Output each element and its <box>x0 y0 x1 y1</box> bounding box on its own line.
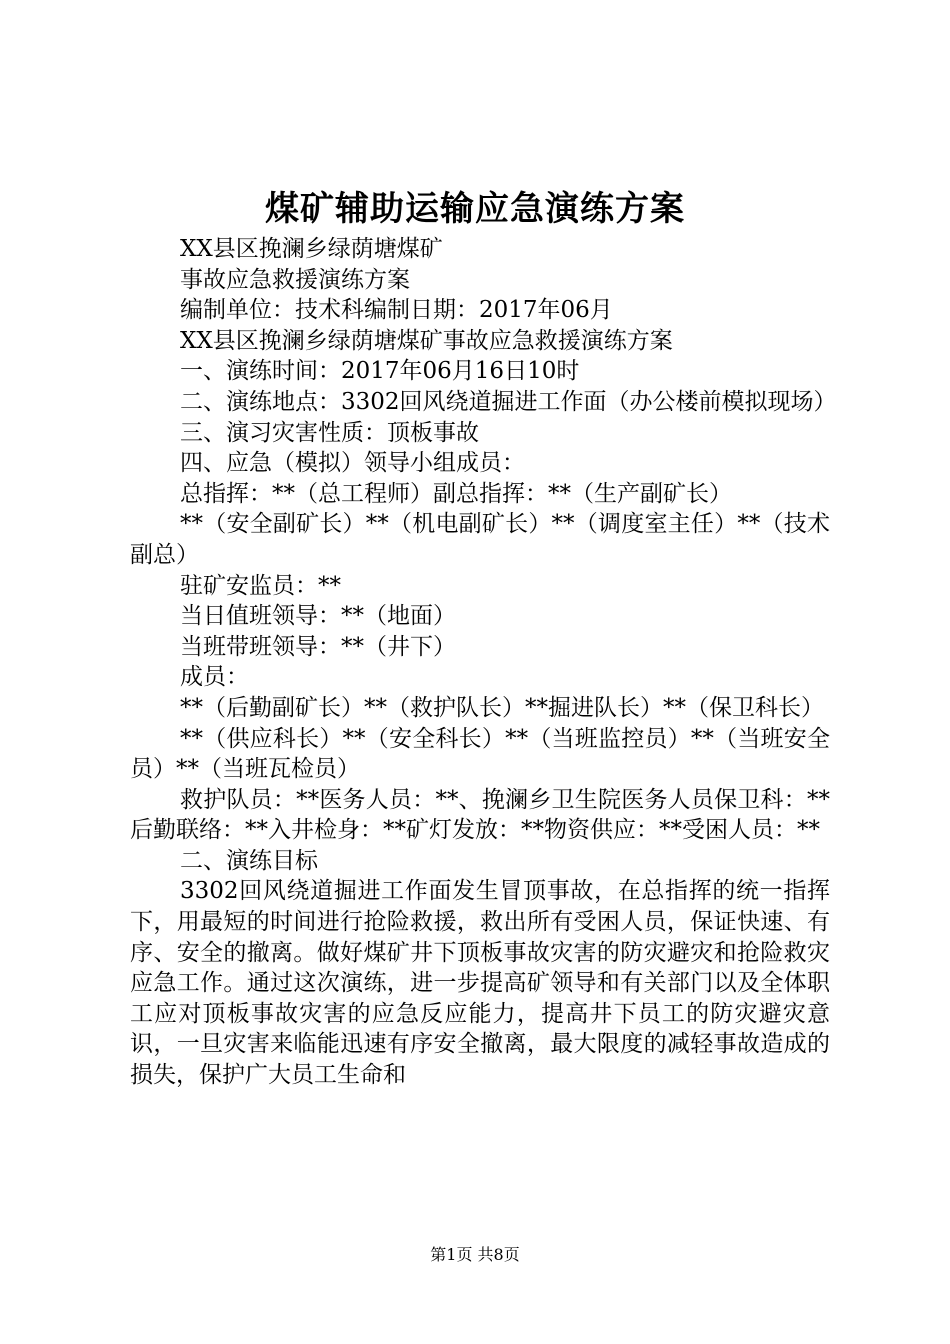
paragraph: 编制单位：技术科编制日期：2017年06月 <box>180 297 613 324</box>
paragraph: 二、演练目标 <box>180 847 318 874</box>
paragraph: **（安全副矿长）**（机电副矿长）**（调度室主任）**（技术副总） <box>130 511 830 568</box>
paragraph: 一、演练时间：2017年06月16日10时 <box>180 358 580 385</box>
paragraph: XX县区挽澜乡绿荫塘煤矿 <box>180 236 443 262</box>
paragraph: 救护队员：**医务人员：**、挽澜乡卫生院医务人员保卫科：**后勤联络：**入井检身：**矿灯发放：**物资供应：**受困人员：** <box>130 786 830 844</box>
paragraph: 总指挥：**（总工程师）副总指挥：**（生产副矿长） <box>180 480 732 507</box>
page-footer: 第1页 共8页 <box>430 1245 520 1264</box>
paragraph: 3302回风绕道掘进工作面发生冒顶事故，在总指挥的统一指挥下，用最短的时间进行抢险救援，救出所有受困人员，保证快速、有序、安全的撤离。做好煤矿井下顶板事故灾害的防灾避灾和抢险救灾应急工作。通过这次演练，进一步提高矿领导和有关部门以及全体职工应对顶板事故灾害的应急反应能力，提高井下员工的防灾避灾意识，一旦灾害来临能迅速有序安全撤离，最大限度的减轻事故造成的损失，保护广大员工生命和 <box>130 878 830 1089</box>
document-title: 煤矿辅助运输应急演练方案 <box>265 189 685 229</box>
paragraph: **（供应科长）**（安全科长）**（当班监控员）**（当班安全员）**（当班瓦检员） <box>130 725 830 783</box>
paragraph: 二、演练地点：3302回风绕道掘进工作面（办公楼前模拟现场） <box>180 388 837 415</box>
paragraph: 驻矿安监员：** <box>180 572 341 599</box>
paragraph: 当班带班领导：**（井下） <box>180 633 456 660</box>
paragraph: **（后勤副矿长）**（救护队长）**掘进队长）**（保卫科长） <box>180 694 824 721</box>
paragraph: 成员： <box>180 664 249 691</box>
paragraph: 事故应急救援演练方案 <box>180 266 410 293</box>
document-body <box>130 234 837 1091</box>
paragraph: 三、演习灾害性质：顶板事故 <box>180 419 479 446</box>
paragraph: 当日值班领导：**（地面） <box>180 603 456 630</box>
paragraph: XX县区挽澜乡绿荫塘煤矿事故应急救援演练方案 <box>180 327 673 354</box>
paragraph: 四、应急（模拟）领导小组成员： <box>180 450 525 477</box>
